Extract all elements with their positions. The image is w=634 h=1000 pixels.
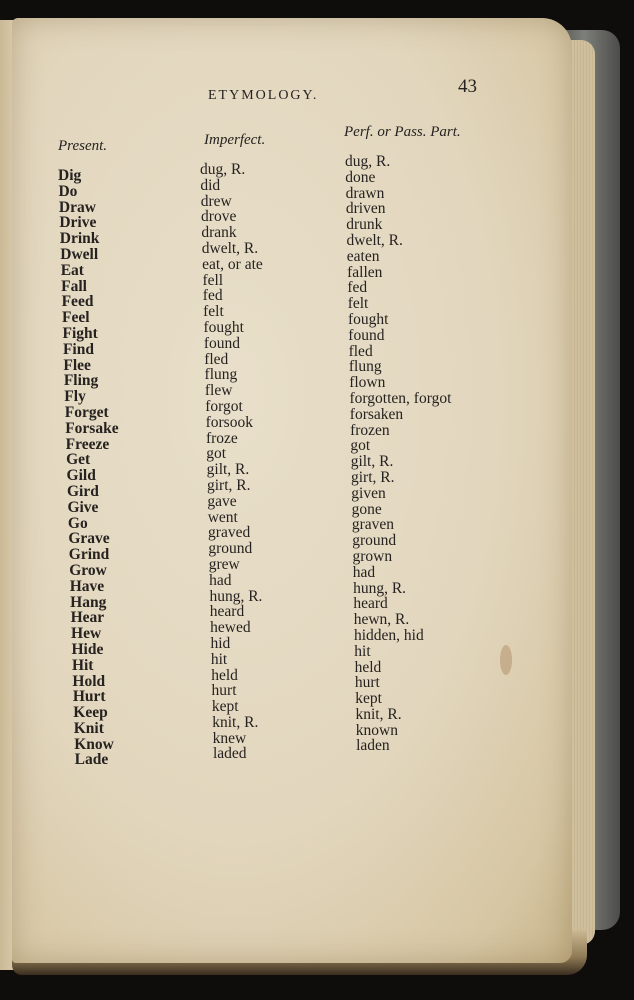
- verb-imperfect-cell: gave: [207, 492, 237, 510]
- page-stain: [500, 645, 512, 675]
- verb-perfect-cell: ground: [352, 532, 397, 550]
- verb-imperfect-cell: drove: [201, 208, 237, 226]
- verb-perfect-cell: fed: [347, 279, 368, 297]
- verb-present-cell: Do: [58, 182, 78, 200]
- verb-imperfect-cell: heard: [209, 603, 245, 621]
- verb-present-cell: Freeze: [65, 435, 110, 453]
- verb-present-cell: Hew: [71, 625, 102, 643]
- verb-present-cell: Fall: [61, 277, 87, 295]
- verb-imperfect-cell: fell: [202, 271, 224, 289]
- verb-present-cell: Hit: [71, 656, 94, 674]
- verb-present-cell: Dig: [58, 167, 82, 184]
- verb-perfect-cell: forgotten, forgot: [349, 389, 452, 407]
- verb-perfect-cell: done: [345, 168, 376, 186]
- perfect-participle-column: [345, 154, 451, 754]
- verb-present-cell: Forsake: [65, 419, 119, 437]
- verb-perfect-cell: gone: [351, 500, 382, 518]
- verb-perfect-cell: flung: [348, 358, 382, 376]
- verb-imperfect-cell: grew: [208, 555, 240, 573]
- verb-present-cell: Get: [66, 451, 91, 469]
- verb-present-cell: Hide: [71, 640, 104, 658]
- verb-imperfect-cell: fed: [202, 287, 223, 305]
- verb-perfect-cell: fled: [348, 342, 373, 360]
- verb-perfect-cell: hung, R.: [353, 579, 407, 597]
- verb-present-cell: Knit: [73, 719, 104, 737]
- verb-perfect-cell: driven: [345, 200, 386, 218]
- verb-perfect-cell: hewn, R.: [353, 611, 410, 629]
- verb-present-cell: Go: [67, 514, 88, 532]
- verb-perfect-cell: flown: [349, 374, 386, 392]
- verb-imperfect-cell: girt, R.: [207, 476, 251, 494]
- verb-imperfect-cell: eat, or ate: [202, 255, 263, 273]
- verb-perfect-cell: eaten: [346, 247, 380, 265]
- verb-perfect-cell: forsaken: [349, 405, 404, 423]
- verb-imperfect-cell: graved: [208, 524, 251, 542]
- verb-perfect-cell: held: [354, 658, 382, 676]
- verb-perfect-cell: had: [352, 563, 376, 581]
- verb-present-cell: Eat: [60, 261, 84, 279]
- verb-present-cell: Hear: [70, 609, 105, 627]
- verb-imperfect-cell: did: [200, 176, 221, 194]
- verb-present-cell: Gild: [66, 467, 96, 485]
- verb-imperfect-cell: hung, R.: [209, 587, 263, 605]
- verb-perfect-cell: graven: [351, 516, 395, 534]
- verb-imperfect-cell: kept: [211, 698, 239, 716]
- verb-perfect-cell: gilt, R.: [350, 453, 394, 471]
- verb-imperfect-cell: held: [211, 666, 238, 684]
- column-header-imperfect: Imperfect.: [204, 132, 266, 148]
- verb-imperfect-cell: drew: [200, 192, 232, 210]
- verb-imperfect-cell: froze: [205, 429, 238, 447]
- verb-present-cell: Flee: [63, 356, 91, 374]
- verb-present-cell: Grave: [68, 530, 110, 548]
- present-tense-column: [58, 168, 119, 768]
- verb-imperfect-cell: hit: [210, 650, 228, 668]
- verb-present-cell: Hang: [70, 593, 107, 611]
- verb-present-cell: Drive: [59, 214, 97, 232]
- verb-present-cell: Grind: [68, 546, 110, 564]
- verb-imperfect-cell: forgot: [205, 397, 243, 415]
- verb-imperfect-cell: hurt: [211, 682, 237, 700]
- verb-imperfect-cell: dug, R.: [200, 161, 246, 178]
- verb-imperfect-cell: had: [209, 571, 232, 589]
- verb-present-cell: Fly: [64, 388, 86, 406]
- verb-present-cell: Lade: [74, 751, 109, 769]
- verb-imperfect-cell: flung: [204, 366, 238, 384]
- verb-present-cell: Hold: [72, 672, 106, 690]
- verb-perfect-cell: kept: [355, 690, 382, 708]
- verb-present-cell: Keep: [73, 704, 108, 722]
- verb-perfect-cell: fought: [348, 310, 389, 328]
- verb-perfect-cell: got: [350, 437, 371, 455]
- verb-present-cell: Fight: [62, 324, 98, 342]
- verb-present-cell: Grow: [69, 561, 107, 579]
- verb-perfect-cell: given: [351, 484, 386, 502]
- verb-present-cell: Have: [69, 577, 105, 595]
- verb-perfect-cell: girt, R.: [351, 468, 395, 486]
- verb-imperfect-cell: fought: [203, 318, 244, 336]
- running-head: ETYMOLOGY.: [208, 88, 319, 103]
- verb-present-cell: Dwell: [60, 245, 99, 263]
- verb-perfect-cell: felt: [347, 295, 369, 313]
- verb-perfect-cell: hurt: [354, 674, 380, 692]
- verb-present-cell: Feel: [62, 309, 90, 327]
- verb-imperfect-cell: dwelt, R.: [201, 239, 259, 257]
- verb-imperfect-cell: went: [207, 508, 238, 526]
- verb-imperfect-cell: forsook: [205, 413, 253, 431]
- verb-present-cell: Forget: [64, 403, 109, 421]
- verb-present-cell: Feed: [61, 293, 94, 311]
- verb-perfect-cell: grown: [352, 547, 393, 565]
- verb-imperfect-cell: found: [203, 334, 241, 352]
- verb-present-cell: Hurt: [72, 688, 106, 706]
- verb-perfect-cell: dug, R.: [345, 153, 391, 170]
- verb-perfect-cell: fallen: [347, 263, 383, 281]
- verb-imperfect-cell: drank: [201, 224, 237, 242]
- verb-perfect-cell: drawn: [345, 184, 385, 202]
- verb-imperfect-cell: ground: [208, 540, 253, 558]
- verb-present-cell: Find: [62, 340, 94, 358]
- verb-present-cell: Drink: [59, 230, 100, 248]
- verb-imperfect-cell: hewed: [210, 619, 251, 637]
- verb-imperfect-cell: fled: [204, 350, 229, 368]
- column-header-perfect: Perf. or Pass. Part.: [344, 124, 461, 140]
- verb-present-cell: Draw: [58, 198, 96, 216]
- verb-present-cell: Gird: [67, 482, 99, 500]
- verb-imperfect-cell: hid: [210, 634, 231, 652]
- imperfect-tense-column: [200, 162, 263, 762]
- verb-imperfect-cell: flew: [204, 382, 233, 400]
- verb-present-cell: Know: [74, 735, 114, 753]
- verb-imperfect-cell: knit, R.: [212, 713, 259, 731]
- verb-present-cell: Give: [67, 498, 99, 516]
- verb-imperfect-cell: gilt, R.: [206, 461, 250, 479]
- verb-perfect-cell: hidden, hid: [354, 626, 424, 644]
- verb-perfect-cell: frozen: [350, 421, 390, 439]
- column-header-present: Present.: [58, 138, 108, 154]
- verb-perfect-cell: hit: [354, 642, 371, 660]
- verb-perfect-cell: found: [348, 326, 385, 344]
- verb-present-cell: Fling: [63, 372, 99, 390]
- verb-imperfect-cell: felt: [203, 303, 224, 321]
- verb-imperfect-cell: got: [206, 445, 227, 463]
- verb-imperfect-cell: knew: [212, 729, 247, 747]
- verb-perfect-cell: drunk: [346, 216, 383, 234]
- verb-perfect-cell: heard: [353, 595, 388, 613]
- verb-perfect-cell: knit, R.: [355, 705, 402, 723]
- page-number: 43: [458, 76, 477, 97]
- verb-perfect-cell: dwelt, R.: [346, 231, 403, 249]
- verb-perfect-cell: known: [355, 721, 398, 739]
- verb-perfect-cell: laden: [356, 737, 390, 755]
- verb-imperfect-cell: laded: [212, 745, 247, 763]
